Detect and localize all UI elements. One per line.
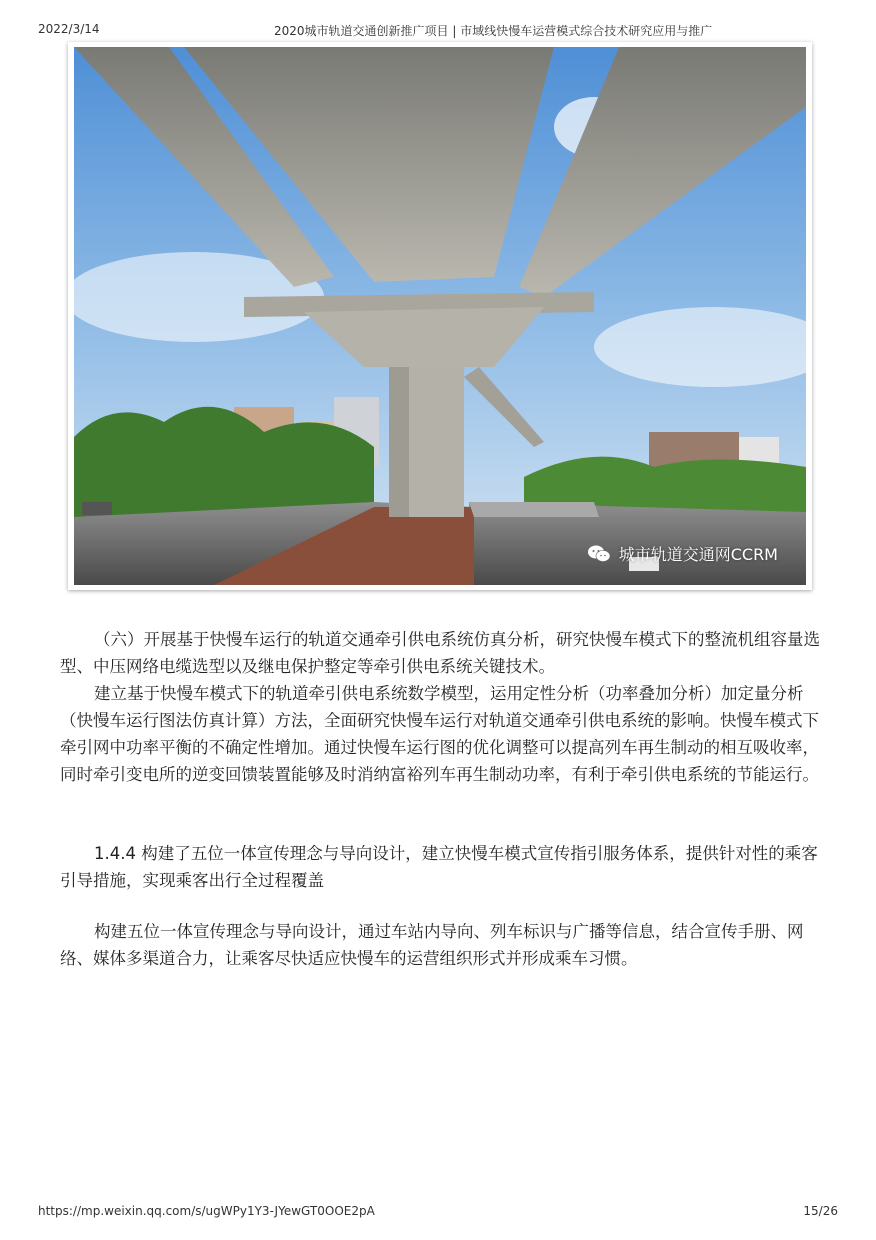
paragraph-1-text: （六）开展基于快慢车运行的轨道交通牵引供电系统仿真分析，研究快慢车模式下的整流机组容量选型、中压网络电缆选型以及继电保护整定等牵引供电系统关键技术。	[60, 630, 820, 676]
paragraph-3-text: 构建五位一体宣传理念与导向设计，通过车站内导向、列车标识与广播等信息，结合宣传手册、网络、媒体多渠道合力，让乘客尽快适应快慢车的运营组织形式并形成乘车习惯。	[60, 922, 804, 968]
watermark	[587, 542, 778, 565]
paragraph-3	[60, 918, 830, 972]
viaduct-photo	[74, 47, 806, 585]
watermark-text: 城市轨道交通网CCRM	[618, 545, 778, 564]
section-heading-1-4-4	[60, 840, 830, 894]
header-date: 2022/3/14	[38, 22, 100, 36]
section-heading-text: 1.4.4 构建了五位一体宣传理念与导向设计，建立快慢车模式宣传指引服务体系，提供针对性的乘客引导措施，实现乘客出行全过程覆盖	[60, 844, 818, 890]
paragraph-2-text: 建立基于快慢车模式下的轨道牵引供电系统数学模型，运用定性分析（功率叠加分析）加定量分析（快慢车运行图法仿真计算）方法，全面研究快慢车运行对轨道交通牵引供电系统的影响。快慢车模式下牵引网中功率平衡的不确定性增加。通过快慢车运行图的优化调整可以提高列车再生制动的相互吸收率，同时牵引变电所的逆变回馈装置能够及时消纳富裕列车再生制动功率，有利于牵引供电系统的节能运行。	[60, 684, 819, 784]
header-title: 2020城市轨道交通创新推广项目 | 市域线快慢车运营模式综合技术研究应用与推广	[274, 24, 713, 38]
paragraph-2	[60, 680, 830, 788]
page-number: 15/26	[803, 1204, 838, 1218]
wechat-icon	[587, 544, 611, 564]
photo-frame	[68, 42, 812, 590]
paragraph-1	[60, 626, 830, 680]
footer-url[interactable]: https://mp.weixin.qq.com/s/ugWPy1Y3-JYewGT0OOE2pA	[38, 1204, 375, 1218]
